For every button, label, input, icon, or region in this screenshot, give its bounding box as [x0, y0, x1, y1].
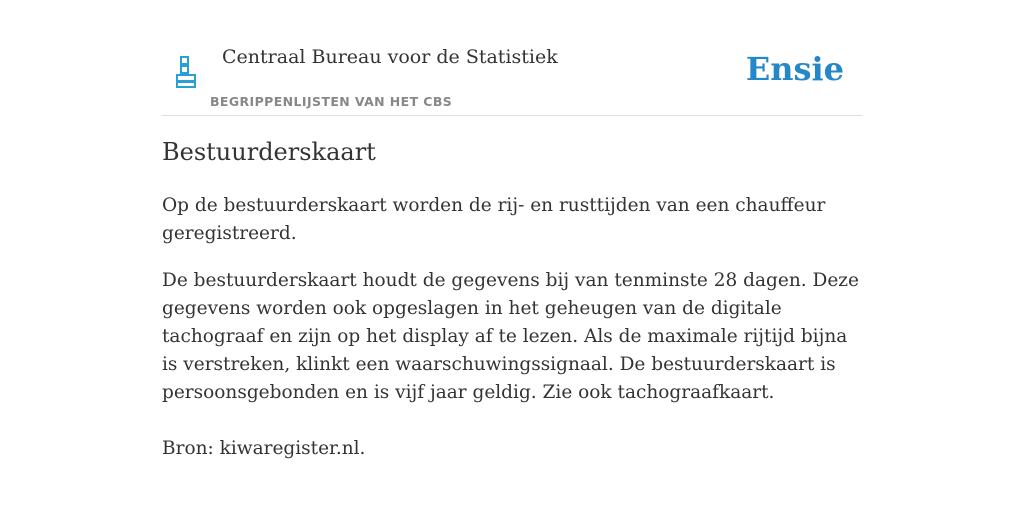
- subtitle[interactable]: BEGRIPPENLIJSTEN VAN HET CBS: [210, 94, 453, 109]
- article-paragraph: De bestuurderskaart houdt de gegevens bij van tenminste 28 dagen. Deze gegevens worden ook opgeslagen in het geheugen van de digitale tachograaf en zijn op het display af te lezen. Als de maximale rijtijd bijna is verstreken, klinkt een waarschuwingssignaal. De bestuurderskaart is persoonsgebonden en is vijf jaar geldig. Zie ook tachograafkaart.: [162, 270, 859, 403]
- header: [162, 0, 862, 116]
- org-name[interactable]: Centraal Bureau voor de Statistiek: [222, 46, 558, 68]
- article-paragraph: Op de bestuurderskaart worden de rij- en rusttijden van een chauffeur geregistreerd.: [162, 195, 826, 244]
- page: [162, 0, 862, 459]
- cbs-logo-icon: [174, 55, 198, 89]
- brand-logo[interactable]: Ensie: [745, 50, 844, 88]
- page-title: Bestuurderskaart: [162, 138, 376, 166]
- source-line: Bron: kiwaregister.nl.: [162, 438, 366, 459]
